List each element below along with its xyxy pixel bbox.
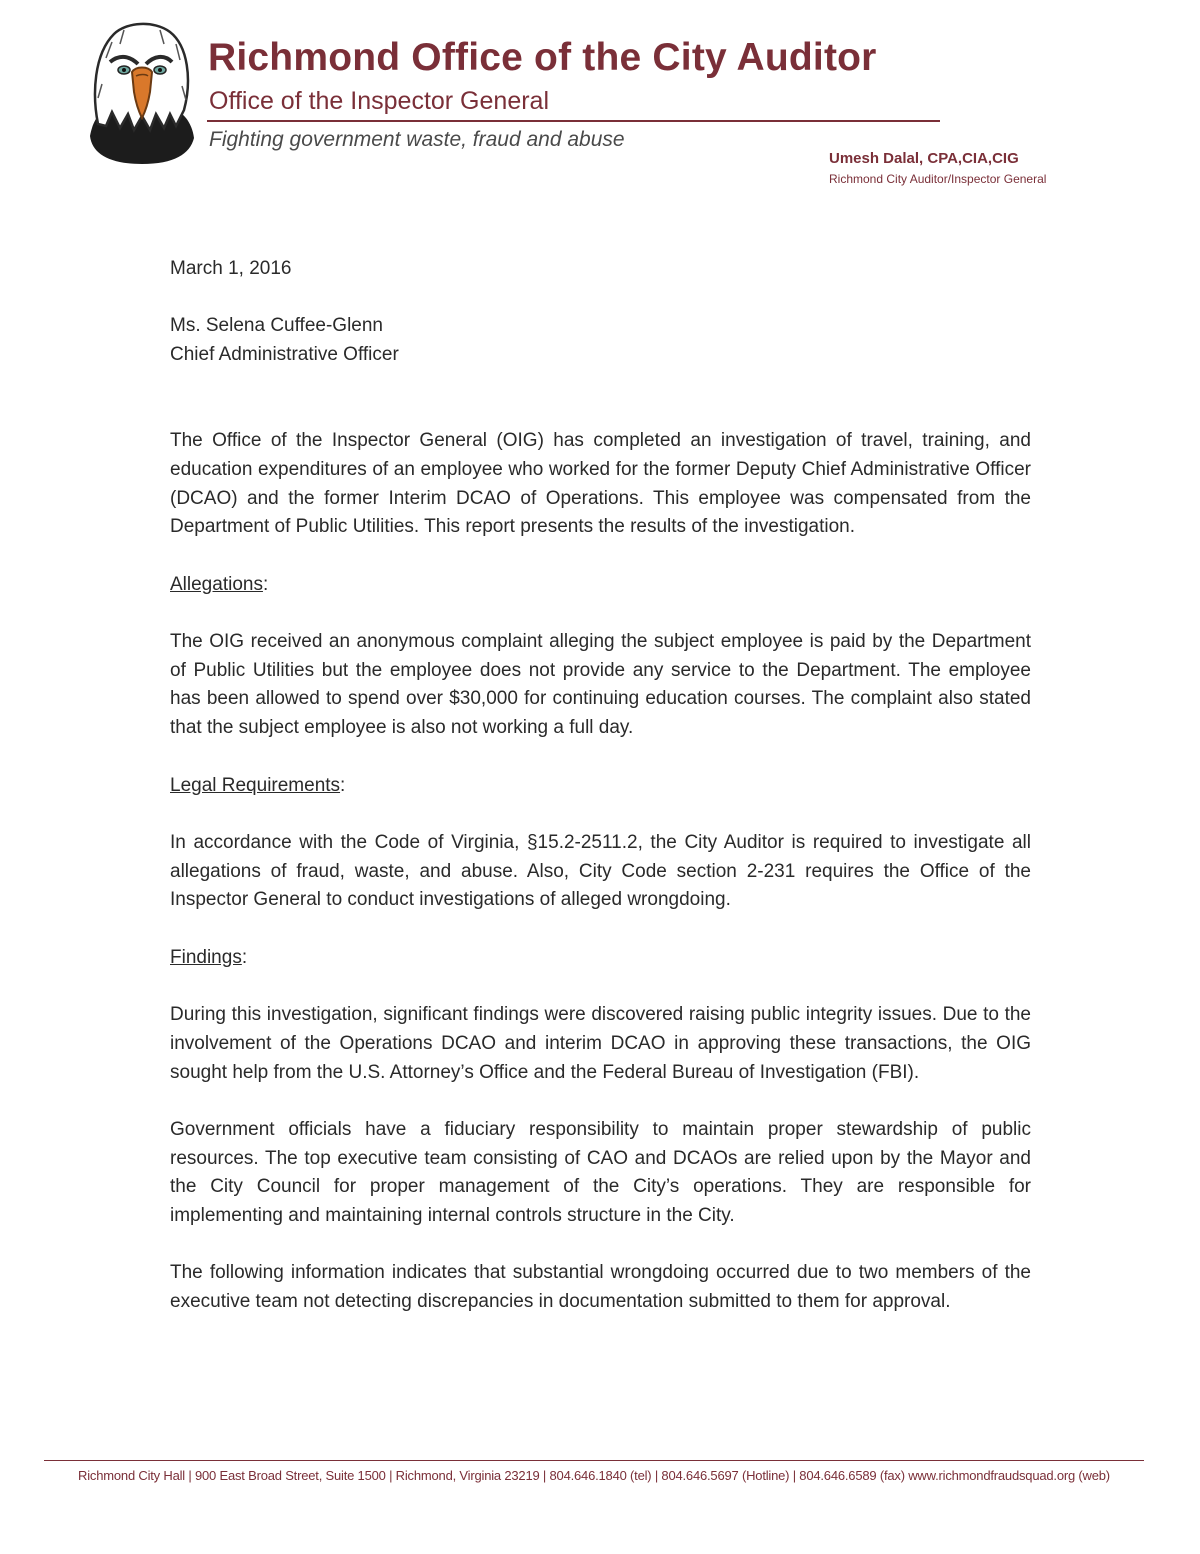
allegations-paragraph: The OIG received an anonymous complaint alleging the subject employee is paid by the Department of Public Utilities but the employee does not provide any service to the Department. The employee has been allowed to spend over $30,000 for continuing education courses. The complaint also stated that the subject employee is also not working a full day. <box>170 631 1031 739</box>
letterhead-rule <box>207 120 940 122</box>
findings-paragraph-3: The following information indicates that substantial wrongdoing occurred due to two members of the executive team not detecting discrepancies in documentation submitted to them for approval. <box>170 1262 1031 1313</box>
org-title: Richmond Office of the City Auditor <box>208 36 877 79</box>
org-subtitle: Office of the Inspector General <box>209 87 550 115</box>
intro-paragraph: The Office of the Inspector General (OIG) has completed an investigation of travel, training, and education expenditures of an employee who worked for the former Deputy Chief Administrative Officer (DCAO) and the former Interim DCAO of Operations. This employee was compensated from the Department of Public Utilities. This report presents the results of the investigation. <box>170 430 1031 538</box>
recipient-block <box>170 312 1031 369</box>
legal-heading: Legal Requirements: <box>170 774 346 796</box>
footer-rule <box>44 1460 1144 1461</box>
signatory-title: Richmond City Auditor/Inspector General <box>829 172 1047 186</box>
eagle-logo-icon <box>84 14 198 166</box>
recipient-title: Chief Administrative Officer <box>170 344 399 366</box>
recipient-name: Ms. Selena Cuffee-Glenn <box>170 315 383 337</box>
allegations-heading-label: Allegations <box>170 573 263 595</box>
footer-contact: Richmond City Hall | 900 East Broad Street, Suite 1500 | Richmond, Virginia 23219 | 804.646.1840 (tel) | 804.646.5697 (Hotline) | 804.646.6589 (fax) www.richmondfraudsquad.org (web) <box>78 1468 1110 1483</box>
legal-heading-label: Legal Requirements <box>170 774 341 796</box>
findings-heading: Findings: <box>170 946 248 968</box>
letterhead <box>0 0 1200 200</box>
allegations-heading: Allegations: <box>170 573 269 595</box>
findings-heading-label: Findings <box>170 946 242 968</box>
findings-paragraph-2: Government officials have a fiduciary responsibility to maintain proper stewardship of public resources. The top executive team consisting of CAO and DCAOs are relied upon by the Mayor and the City Council for proper management of the City’s operations. They are responsible for implementing and maintaining internal controls structure in the City. <box>170 1118 1031 1227</box>
findings-paragraph-1: During this investigation, significant findings were discovered raising public integrity issues. Due to the involvement of the Operations DCAO and interim DCAO in approving these transactions, the OIG sought help from the U.S. Attorney’s Office and the Federal Bureau of Investigation (FBI). <box>170 1004 1031 1083</box>
legal-paragraph: In accordance with the Code of Virginia, §15.2-2511.2, the City Auditor is required to investigate all allegations of fraud, waste, and abuse. Also, City Code section 2-231 requires the Office of the Inspector General to conduct investigations of alleged wrongdoing. <box>170 831 1031 911</box>
org-tagline: Fighting government waste, fraud and abuse <box>209 128 625 151</box>
letter-body <box>170 255 1031 1346</box>
signatory-name: Umesh Dalal, CPA,CIA,CIG <box>829 150 1019 167</box>
letter-date: March 1, 2016 <box>170 258 292 279</box>
